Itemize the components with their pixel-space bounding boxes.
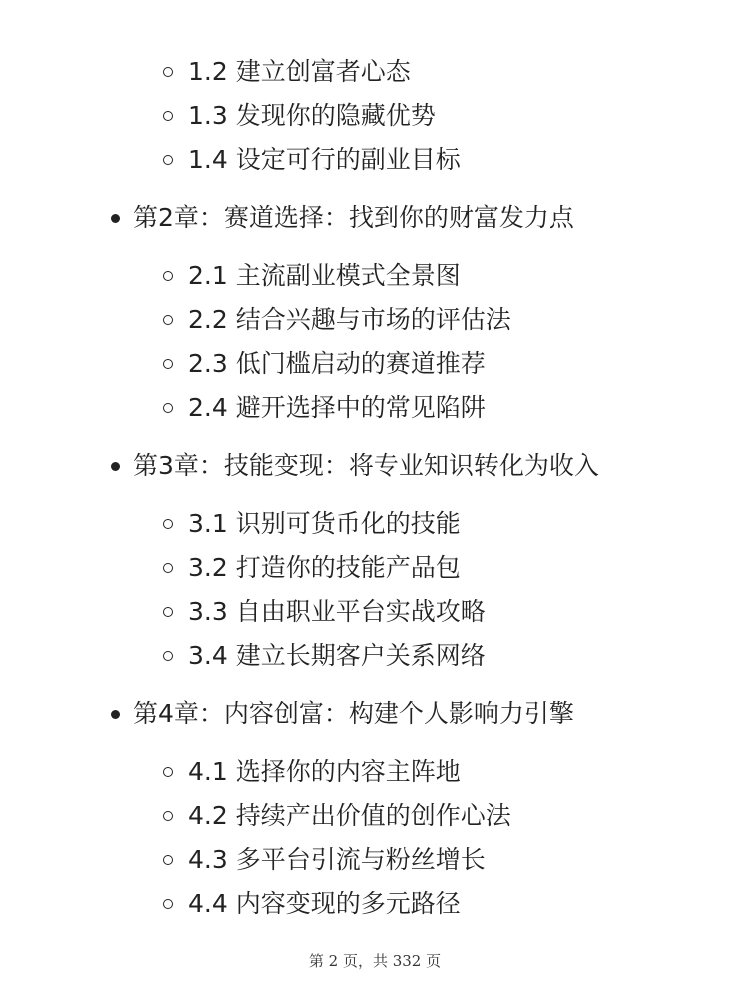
toc-section-3-2 <box>0 546 750 590</box>
circle-bullet-icon <box>163 111 173 121</box>
toc-chapter-3 <box>0 444 750 488</box>
toc-item-text: 2.3 低门槛启动的赛道推荐 <box>188 349 486 378</box>
toc-item-text: 3.1 识别可货币化的技能 <box>188 509 461 538</box>
toc-chapter-text: 第4章：内容创富：构建个人影响力引擎 <box>133 699 574 728</box>
toc-item-text: 1.4 设定可行的副业目标 <box>188 145 461 174</box>
circle-bullet-icon <box>163 67 173 77</box>
circle-bullet-icon <box>163 811 173 821</box>
circle-bullet-icon <box>163 359 173 369</box>
toc-item-text: 3.3 自由职业平台实战攻略 <box>188 597 486 626</box>
circle-bullet-icon <box>163 607 173 617</box>
toc-section-3-3 <box>0 590 750 634</box>
toc-chapter-text: 第3章：技能变现：将专业知识转化为收入 <box>133 451 599 480</box>
toc-section-2-1 <box>0 254 750 298</box>
toc-item-text: 2.4 避开选择中的常见陷阱 <box>188 393 486 422</box>
toc-chapter-text: 第2章：赛道选择：找到你的财富发力点 <box>133 203 574 232</box>
toc-item-text: 3.2 打造你的技能产品包 <box>188 553 461 582</box>
toc-section-3-1 <box>0 502 750 546</box>
toc-chapter-4 <box>0 692 750 736</box>
toc-item-text: 4.3 多平台引流与粉丝增长 <box>188 845 486 874</box>
toc-section-3-4 <box>0 634 750 678</box>
circle-bullet-icon <box>163 651 173 661</box>
circle-bullet-icon <box>163 899 173 909</box>
circle-bullet-icon <box>163 767 173 777</box>
circle-bullet-icon <box>163 315 173 325</box>
toc-item-text: 4.1 选择你的内容主阵地 <box>188 757 461 786</box>
toc-item-text: 4.2 持续产出价值的创作心法 <box>188 801 511 830</box>
toc-item-text: 1.2 建立创富者心态 <box>188 57 411 86</box>
toc-chapter-2 <box>0 196 750 240</box>
toc-section-1-2 <box>0 50 750 94</box>
table-of-contents <box>0 50 750 926</box>
toc-section-2-3 <box>0 342 750 386</box>
toc-section-4-4 <box>0 882 750 926</box>
page-number-footer: 第 2 页，共 332 页 <box>308 952 442 970</box>
toc-section-1-3 <box>0 94 750 138</box>
circle-bullet-icon <box>163 519 173 529</box>
toc-item-text: 2.1 主流副业模式全景图 <box>188 261 461 290</box>
toc-section-2-2 <box>0 298 750 342</box>
circle-bullet-icon <box>163 403 173 413</box>
circle-bullet-icon <box>163 563 173 573</box>
toc-item-text: 2.2 结合兴趣与市场的评估法 <box>188 305 511 334</box>
disc-bullet-icon <box>111 462 120 471</box>
circle-bullet-icon <box>163 155 173 165</box>
toc-section-4-1 <box>0 750 750 794</box>
toc-item-text: 4.4 内容变现的多元路径 <box>188 889 461 918</box>
circle-bullet-icon <box>163 855 173 865</box>
disc-bullet-icon <box>111 214 120 223</box>
toc-section-4-3 <box>0 838 750 882</box>
disc-bullet-icon <box>111 710 120 719</box>
toc-section-1-4 <box>0 138 750 182</box>
toc-section-4-2 <box>0 794 750 838</box>
toc-item-text: 3.4 建立长期客户关系网络 <box>188 641 486 670</box>
toc-item-text: 1.3 发现你的隐藏优势 <box>188 101 436 130</box>
circle-bullet-icon <box>163 271 173 281</box>
toc-section-2-4 <box>0 386 750 430</box>
